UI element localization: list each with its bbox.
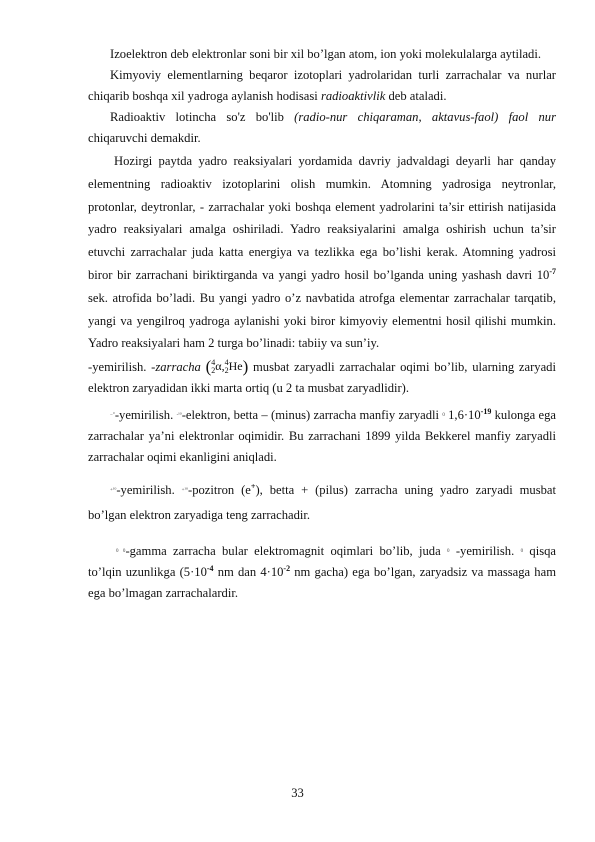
page-content <box>88 44 556 604</box>
text-span: -yemirilish. <box>114 408 177 423</box>
exponent: -19 <box>480 407 492 417</box>
text-span: nm gacha) ega bo’lgan, zaryadsiz va massaga ham ega bo’lmagan zarrachalardir. <box>88 565 556 601</box>
paragraph-nuclear-reactions <box>88 150 556 355</box>
paragraph-beta-plus <box>88 478 556 527</box>
formula-alpha: α <box>215 359 222 374</box>
formula-sup: 4 <box>224 358 229 368</box>
text-span: Hozirgi paytda yadro reaksiyalari yordamida davriy jadvaldagi deyarli har qanday elementning radioaktiv izotoplarini olish mumkin. Atomning yadrosiga neytronlar, protonlar, deytronlar, - zarrachalar yoki boshqa element yadrolarini ta’sir ettirish natijasida yadro reaksiyalari amalga oshiriladi. Yadro reaksiyalarini amalga oshirish uchun ta’sir etuvchi zarrachalar juda katta energiya va tezlikka ega bo’lishi kerak. Atomning yadrosi biror bir zarrachani biriktirganda va yangi yadro hosil bo’lganda uning yashash davri 10 <box>88 154 556 282</box>
text-span: nm dan 4·10 <box>213 565 284 580</box>
beta-plus-notation: +¹⁰ <box>110 488 117 494</box>
paragraph-radioactivity-definition <box>88 65 556 107</box>
text-span: 1,6·10 <box>444 408 481 423</box>
gamma-notation: 0 0 <box>116 549 126 555</box>
text-span: ), betta + (pilus) zarracha uning yadro zaryadi musbat bo’lgan elektron zaryadiga teng zarrachadir. <box>88 483 557 523</box>
etymology-italic: (radio-nur chiqaraman, aktavus-faol) faol nur <box>294 110 556 124</box>
page-number: 33 <box>291 786 304 800</box>
text-span: -yemirilish. - <box>88 360 156 375</box>
formula-comma: , <box>221 359 225 374</box>
exponent: -2 <box>283 564 291 574</box>
formula-paren: ) <box>242 357 249 377</box>
text-span: -elektron, betta – (minus) zarracha manfiy zaryadli <box>181 408 443 423</box>
text-span: qisqa to’lqin uzunlikga (5·10 <box>88 544 557 580</box>
text-span: kulonga ega zarrachalar ya’ni elektronlar oqimidir. Bu zarrachani 1899 yilda Bekkerel manfiy zaryadli zarrachalar oqimi ekanligini aniqladi. <box>88 408 556 465</box>
text-span: -yemirilish. <box>116 483 182 498</box>
formula-paren: ( <box>205 357 212 377</box>
alpha-particle-italic: zarracha <box>155 360 206 375</box>
paragraph-gamma <box>88 541 556 604</box>
text-span: musbat zaryadli zarrachalar oqimi bo’lib, ularning zaryadi elektron zaryadidan ikki marta ortiq (u 2 ta musbat zaryadlidir). <box>88 360 556 396</box>
paragraph-etymology <box>88 107 556 149</box>
alpha-formula <box>206 356 249 377</box>
paragraph-beta-minus <box>88 405 556 468</box>
exponent: -7 <box>549 266 556 276</box>
text-span: -pozitron (e <box>188 483 251 498</box>
formula-sup: 4 <box>211 358 216 368</box>
text-span: sek. atrofida bo’ladi. Bu yangi yadro o’z navbatida atrofga elementar zarrachalar tarqatib, yangi va yengilroq yadroga aylanishi yoki biror kimyoviy elementni hosil qilishi mumkin. Yadro reaksiyalari ham 2 turga bo’linadi: tabiiy va sun’iy. <box>88 290 556 351</box>
paragraph-alpha-decay <box>88 356 556 399</box>
superscript-mark: 0 <box>520 549 524 555</box>
positron-notation: +¹⁰ <box>181 488 188 494</box>
exponent: + <box>250 482 256 492</box>
superscript-mark: 0 <box>442 413 445 419</box>
text-span: -yemirilish. <box>449 544 521 559</box>
exponent: -4 <box>206 564 214 574</box>
formula-he: He <box>228 359 243 374</box>
formula-sub: 2 <box>224 366 229 376</box>
beta-minus-symbol: −° <box>110 413 115 419</box>
term-radioaktivlik: radioaktivlik <box>320 89 386 103</box>
beta-minus-notation: -¹⁰ <box>176 413 182 419</box>
formula-sub: 2 <box>211 366 216 376</box>
text-span: -gamma zarracha bular elektromagnit oqimlari bo’lib, juda <box>125 544 448 559</box>
superscript-mark: 0 <box>447 549 450 555</box>
text-span: Kimyoviy elementlarning beqaror izotoplari yadrolaridan turli zarrachalar va nurlar chiqarib boshqa xil yadroga aylanish hodisasi <box>88 68 556 103</box>
text-span: chiqaruvchi demakdir. <box>88 131 201 145</box>
text-isoelectron: Izoelektron deb elektronlar soni bir xil bo’lgan atom, ion yoki molekulalarga aytiladi. <box>110 47 541 61</box>
paragraph-isoelectron <box>88 44 556 65</box>
text-span: deb ataladi. <box>385 89 447 103</box>
text-span: Radioaktiv lotincha so'z bo'lib <box>110 110 295 124</box>
